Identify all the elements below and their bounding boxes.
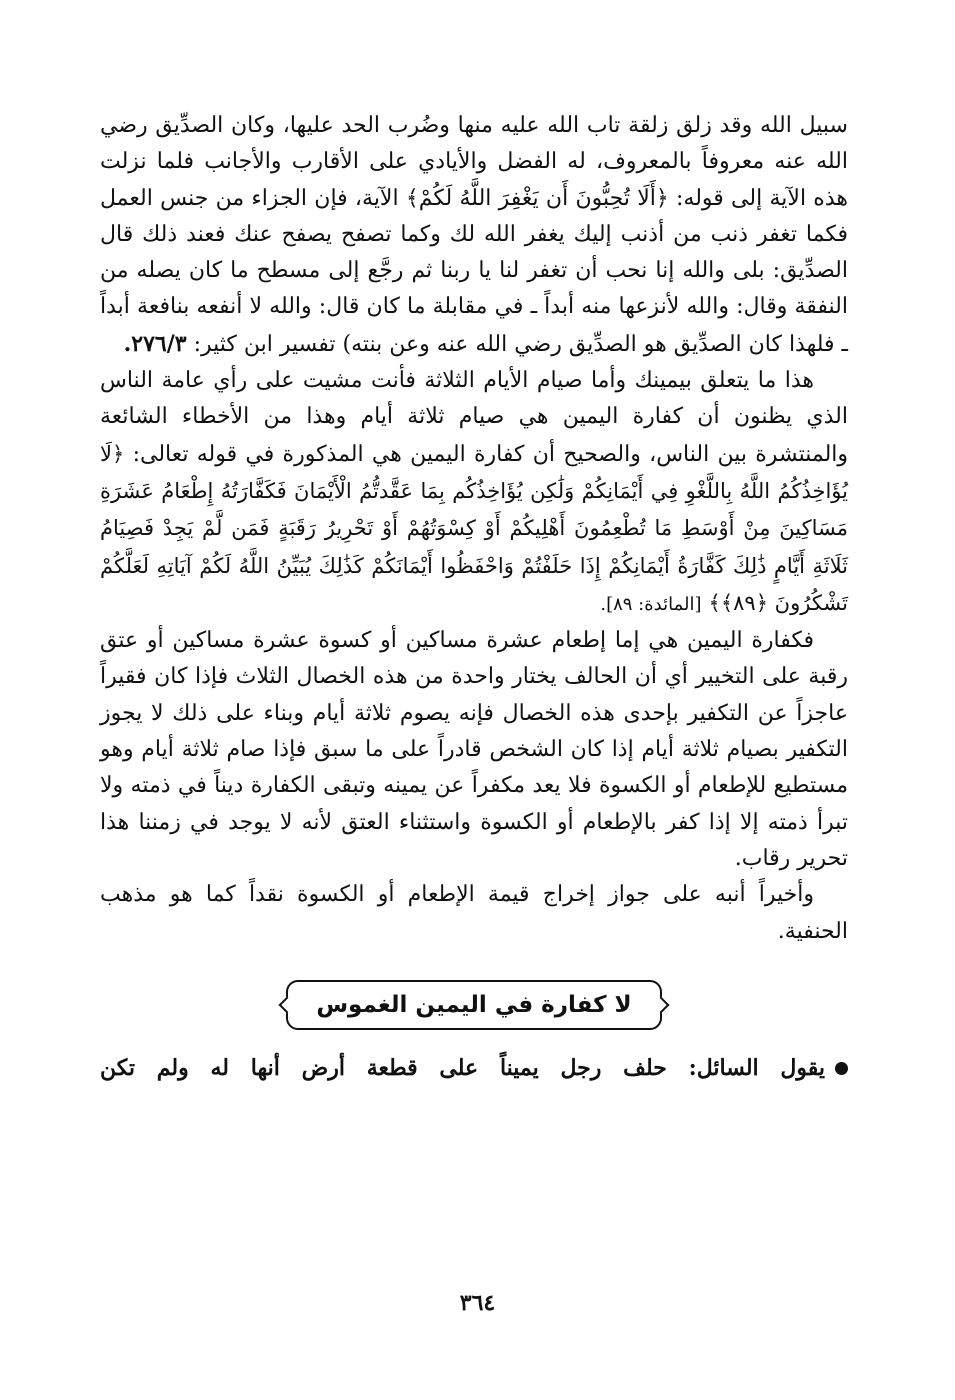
paragraph-text: وأخيراً أنبه على جواز إخراج قيمة الإطعام أو الكسوة نقداً كما هو مذهب الحنفية.: [100, 882, 848, 944]
verse-citation: [المائدة: ٨٩].: [600, 593, 702, 615]
question-line: [100, 1050, 848, 1086]
bullet-icon: [835, 1062, 848, 1075]
paragraph-kaffara-intro: [100, 363, 848, 623]
paragraph-final-note: [100, 877, 848, 950]
paragraph-text: هذا ما يتعلق بيمينك وأما صيام الأيام الثلاثة فأنت مشيت على رأي عامة الناس الذي يظنون أن كفارة اليمين هي صيام ثلاثة أيام وهذا من الأخطاء الشائعة والمنتشرة بين الناس، والصحيح أن كفارة اليمين هي المذكورة في قوله تعالى:: [100, 368, 849, 467]
quran-verse: ﴿لَا يُؤَاخِذُكُمُ اللَّهُ بِاللَّغْوِ فِي أَيْمَانِكُمْ وَلَٰكِن يُؤَاخِذُكُم بِمَا عَقَّدتُّمُ الْأَيْمَانَ فَكَفَّارَتُهُ إِطْعَامُ عَشَرَةِ مَسَاكِينَ مِنْ أَوْسَطِ مَا تُطْعِمُونَ أَهْلِيكُمْ أَوْ كِسْوَتُهُمْ أَوْ تَحْرِيرُ رَقَبَةٍ فَمَن لَّمْ يَجِدْ فَصِيَامُ ثَلَاثَةِ أَيَّامٍ ذَٰلِكَ كَفَّارَةُ أَيْمَانِكُمْ إِذَا حَلَفْتُمْ وَاحْفَظُوا أَيْمَانَكُمْ كَذَٰلِكَ يُبَيِّنُ اللَّهُ لَكُمْ آيَاتِهِ لَعَلَّكُمْ تَشْكُرُونَ ﴿٨٩﴾﴾: [100, 441, 848, 615]
paragraph-text: فكفارة اليمين هي إما إطعام عشرة مساكين أو كسوة عشرة مساكين أو عتق رقبة على التخيير أي أن الحالف يختار واحدة من هذه الخصال الثلاث فإذا كان فقيراً عاجزاً عن التكفير بإحدى هذه الخصال فإنه يصوم ثلاثة أيام وبناء على ذلك لا يجوز التكفير بصيام ثلاثة أيام إذا كان الشخص قادراً على ما سبق فإذا صام ثلاثة أيام وهو مستطيع للإطعام أو الكسوة فلا يعد مكفراً عن يمينه وتبقى الكفارة ديناً في ذمته ولا تبرأ ذمته إلا إذا كفر بالإطعام أو الكسوة واستثناء العتق لأنه لا يوجد في زمننا هذا تحرير رقاب.: [100, 628, 848, 871]
paragraph-tafsir-quote: [100, 108, 848, 363]
paragraph-kaffara-options: [100, 623, 848, 877]
page-number: ٣٦٤: [459, 1290, 496, 1316]
section-heading: لا كفارة في اليمين الغموس: [316, 991, 632, 1018]
tafsir-reference: ٢٧٦/٣.: [123, 330, 187, 357]
section-heading-frame: [286, 980, 662, 1030]
page-body: [100, 108, 848, 1108]
question-text: يقول السائل: حلف رجل يميناً على قطعة أرض أنها له ولم تكن: [100, 1054, 825, 1081]
paragraph-text: سبيل الله وقد زلق زلقة تاب الله عليه منها وضُرب الحد عليها، وكان الصدِّيق رضي الله عنه معروفاً بالمعروف، له الفضل والأيادي على الأقارب والأجانب فلما نزلت هذه الآية إلى قوله: ﴿أَلَا تُحِبُّونَ أَن يَغْفِرَ اللَّهُ لَكُمْ﴾ الآية، فإن الجزاء من جنس العمل فكما تغفر ذنب من أذنب إليك يغفر الله لك وكما تصفح يصفح عنك فعند ذلك قال الصدِّيق: بلى والله إنا نحب أن تغفر لنا يا ربنا ثم رجَّع إلى مسطح ما كان يصله من النفقة وقال: والله لأنزعها منه أبداً ـ في مقابلة ما كان قال: والله لا أنفعه بنافعة أبداً ـ فلهذا كان الصدِّيق هو الصدِّيق رضي الله عنه وعن بنته) تفسير ابن كثير:: [100, 113, 848, 357]
section-heading-wrapper: [100, 980, 848, 1030]
